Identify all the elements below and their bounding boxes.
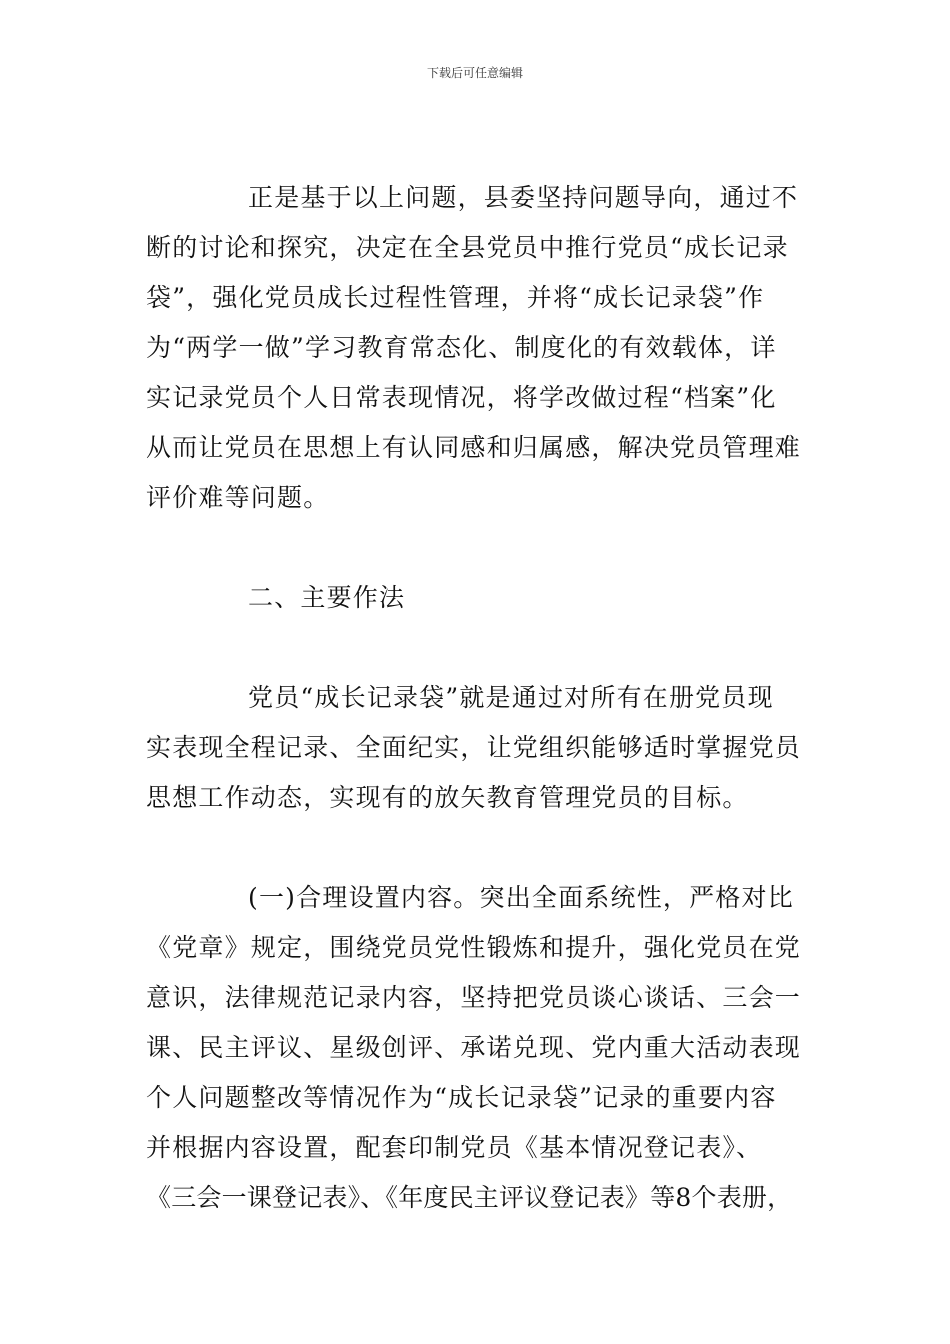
text-line: 实表现全程记录、全面纪实，让党组织能够适时掌握党员: [146, 733, 802, 762]
text-line: 意识，法律规范记录内容，坚持把党员谈心谈话、三会一: [146, 983, 802, 1012]
text-line: 并根据内容设置，配套印制党员《基本情况登记表》、: [146, 1133, 763, 1162]
text-line: 实记录党员个人日常表现情况，将学改做过程“档案”化: [146, 383, 777, 412]
text-line: 断的讨论和探究，决定在全县党员中推行党员“成长记录: [146, 233, 789, 262]
text-line: 个人问题整改等情况作为“成长记录袋”记录的重要内容: [146, 1083, 777, 1112]
text-line: 为“两学一做”学习教育常态化、制度化的有效载体，详: [146, 333, 777, 362]
text-line: 《三会一课登记表》、《年度民主评议登记表》等8个表册，: [146, 1183, 793, 1212]
text-line: 袋”，强化党员成长过程性管理，并将“成长记录袋”作: [146, 283, 765, 312]
text-line: (一)合理设置内容。突出全面系统性，严格对比: [248, 883, 794, 912]
text-line: 党员“成长记录袋”就是通过对所有在册党员现: [248, 683, 774, 712]
text-line: 课、民主评议、星级创评、承诺兑现、党内重大活动表现: [146, 1033, 802, 1062]
text-line: 思想工作动态，实现有的放矢教育管理党员的目标。: [146, 783, 749, 812]
text-line: 从而让党员在思想上有认同感和归属感，解决党员管理难: [146, 433, 802, 462]
page-header: 下载后可任意编辑: [426, 66, 523, 80]
text-line: 评价难等问题。: [146, 483, 330, 512]
section-heading: 二、主要作法: [248, 583, 406, 612]
text-line: 正是基于以上问题，县委坚持问题导向，通过不: [248, 183, 799, 212]
text-line: 《党章》规定，围绕党员党性锻炼和提升，强化党员在党: [146, 933, 802, 962]
